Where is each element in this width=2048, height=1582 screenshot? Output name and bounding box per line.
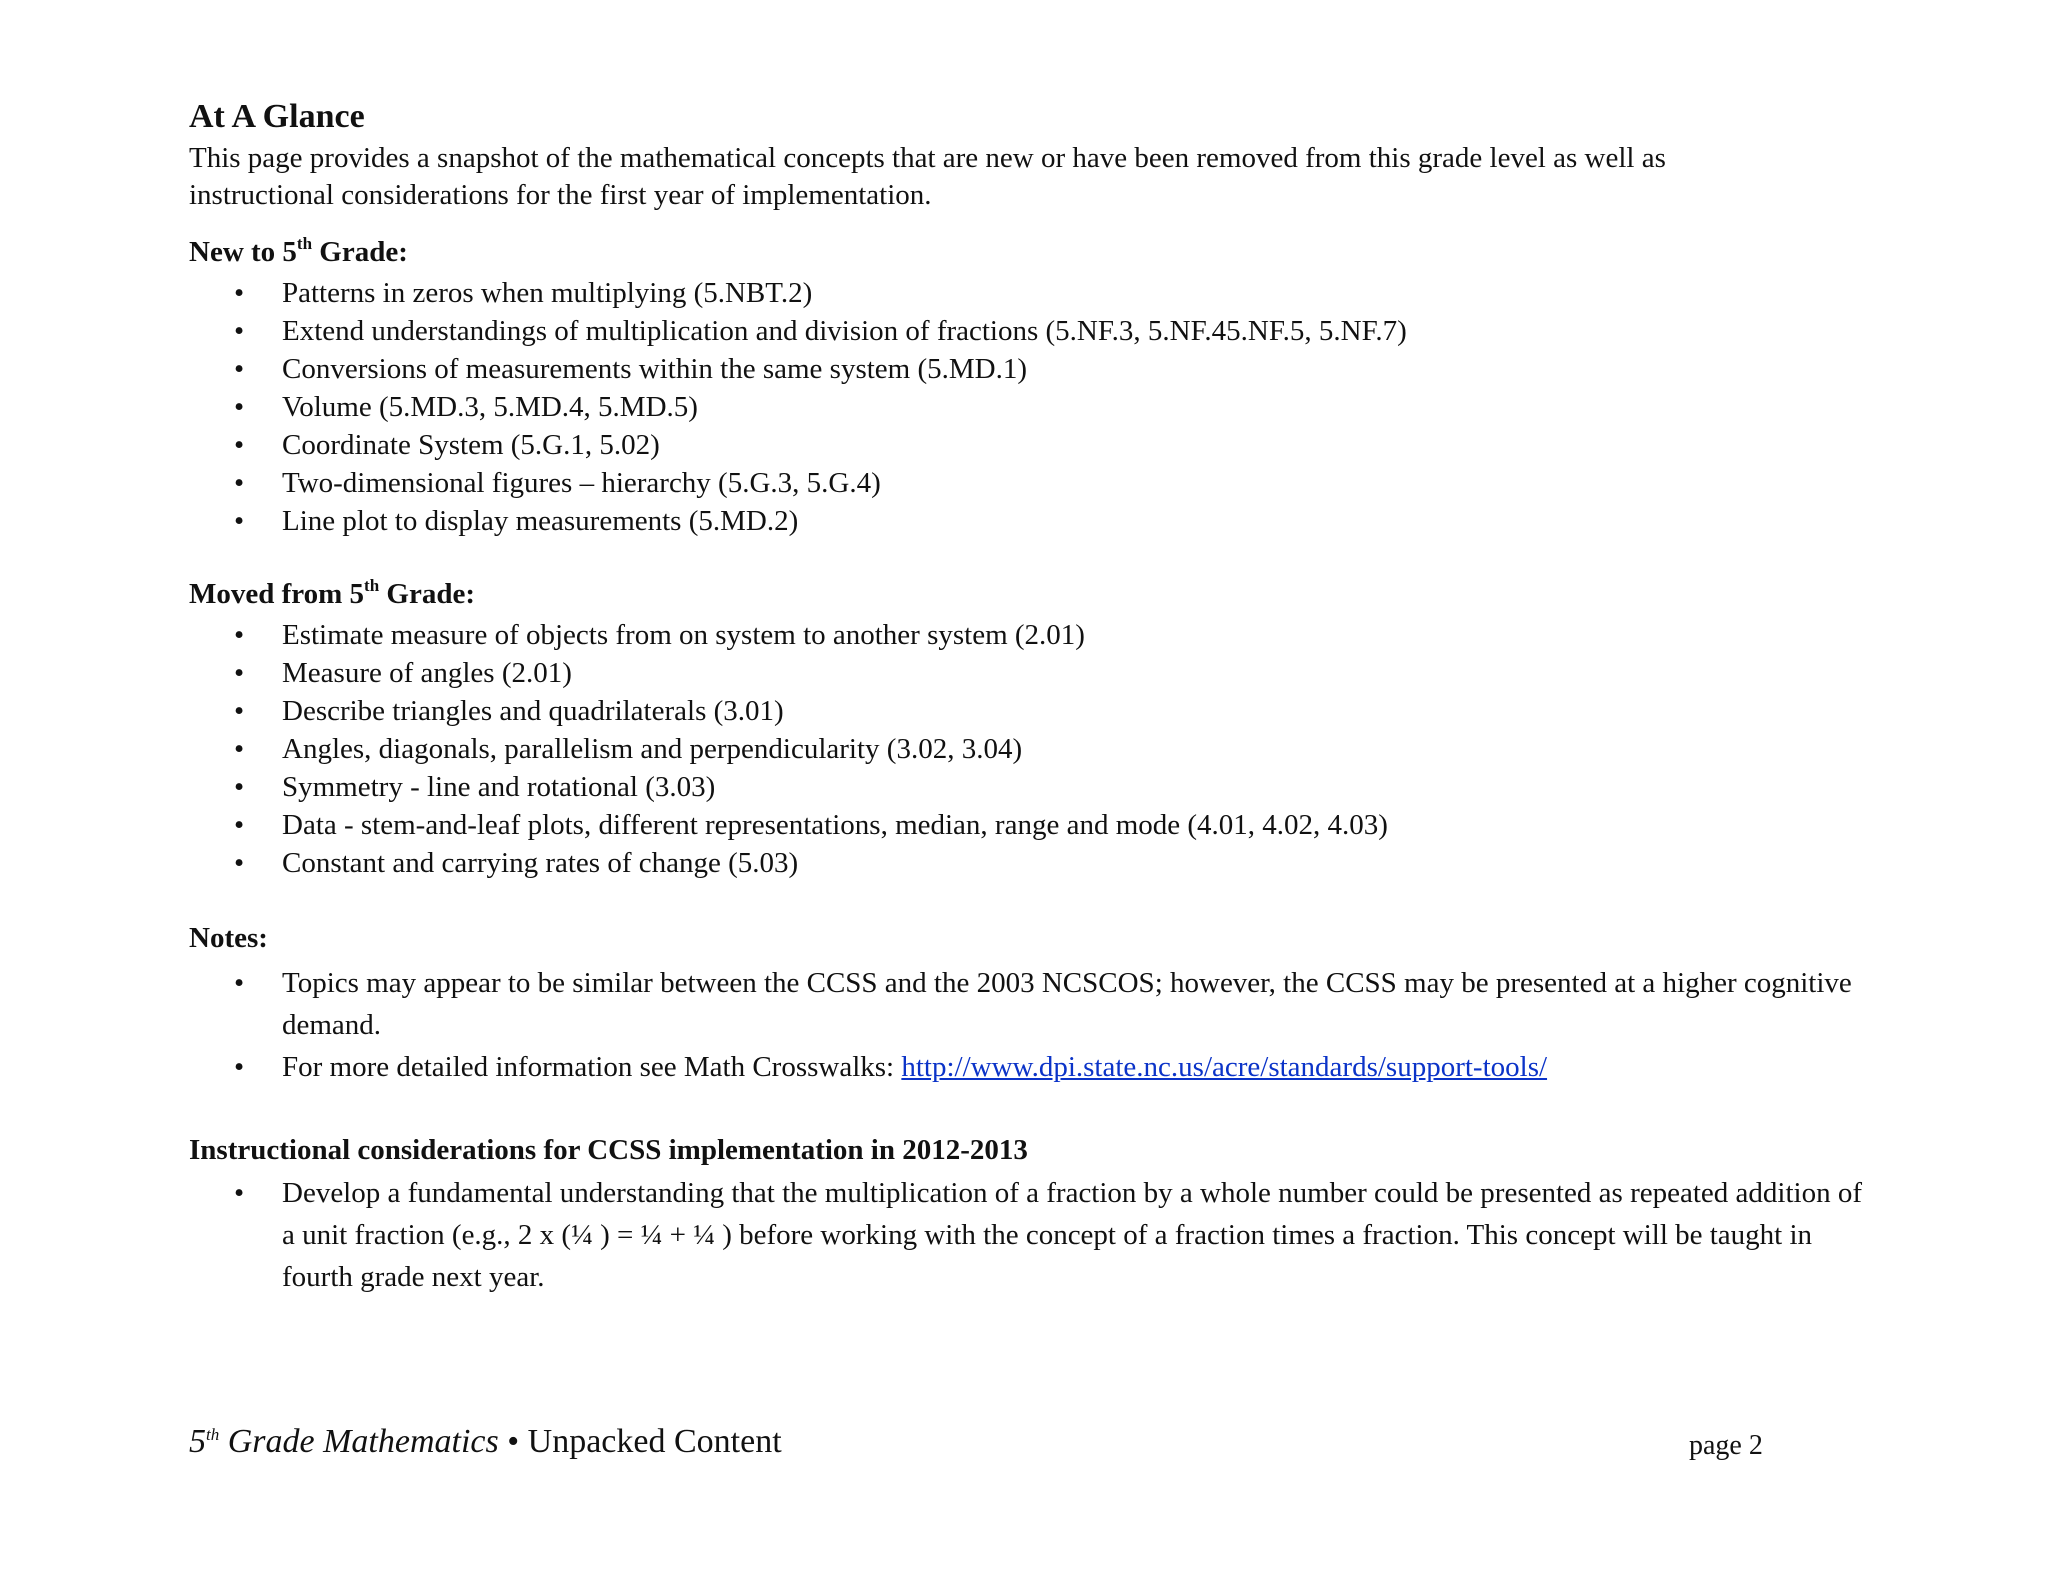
list-item: • Patterns in zeros when multiplying (5.NBT.2) xyxy=(189,274,1869,312)
bullet-icon: • xyxy=(234,967,245,999)
bullet-icon: • xyxy=(234,1051,245,1083)
bullet-icon: • xyxy=(234,657,245,689)
bullet-icon: • xyxy=(234,353,245,385)
list-item: • For more detailed information see Math Crosswalks: http://www.dpi.state.nc.us/acre/standards/support-tools/ xyxy=(189,1046,1869,1088)
bullet-icon: • xyxy=(234,771,245,803)
list-item: • Topics may appear to be similar between the CCSS and the 2003 NCSCOS; however, the CCSS may be presented at a higher cognitive demand. xyxy=(189,962,1869,1046)
bullet-icon: • xyxy=(234,695,245,727)
list-item: • Estimate measure of objects from on system to another system (2.01) xyxy=(189,616,1869,654)
list-item: • Data - stem-and-leaf plots, different representations, median, range and mode (4.01, 4.02, 4.03) xyxy=(189,806,1869,844)
new-to-grade-heading: New to 5th Grade: xyxy=(189,234,408,268)
list-item: • Describe triangles and quadrilaterals (3.01) xyxy=(189,692,1869,730)
footer-grade-italic: 5th Grade Mathematics xyxy=(189,1423,499,1460)
notes-list xyxy=(189,962,1869,1088)
bullet-icon: • xyxy=(234,1177,245,1209)
bullet-icon: • xyxy=(234,391,245,423)
math-crosswalks-link[interactable]: http://www.dpi.state.nc.us/acre/standards/support-tools/ xyxy=(901,1051,1548,1083)
bullet-icon: • xyxy=(234,809,245,841)
bullet-icon: • xyxy=(234,429,245,461)
moved-from-grade-heading: Moved from 5th Grade: xyxy=(189,576,476,610)
list-item: • Volume (5.MD.3, 5.MD.4, 5.MD.5) xyxy=(189,388,1869,426)
bullet-icon: • xyxy=(234,277,245,309)
list-item: • Extend understandings of multiplication and division of fractions (5.NF.3, 5.NF.45.NF.5, 5.NF.7) xyxy=(189,312,1869,350)
list-item: • Symmetry - line and rotational (3.03) xyxy=(189,768,1869,806)
page-content xyxy=(189,96,1869,1298)
bullet-icon: • xyxy=(234,619,245,651)
list-item: • Measure of angles (2.01) xyxy=(189,654,1869,692)
list-item: • Line plot to display measurements (5.MD.2) xyxy=(189,502,1869,540)
list-item: • Two-dimensional figures – hierarchy (5.G.3, 5.G.4) xyxy=(189,464,1869,502)
intro-paragraph: This page provides a snapshot of the mathematical concepts that are new or have been removed from this grade level as well as instructional considerations for the first year of implementation. xyxy=(189,142,1666,211)
list-item: • Angles, diagonals, parallelism and perpendicularity (3.02, 3.04) xyxy=(189,730,1869,768)
list-item: • Constant and carrying rates of change (5.03) xyxy=(189,844,1869,882)
list-item: • Coordinate System (5.G.1, 5.02) xyxy=(189,426,1869,464)
instructional-considerations-heading: Instructional considerations for CCSS implementation in 2012-2013 xyxy=(189,1134,1028,1166)
instructional-considerations-list xyxy=(189,1172,1869,1298)
bullet-icon: • xyxy=(234,315,245,347)
bullet-icon: • xyxy=(234,505,245,537)
list-item: • Develop a fundamental understanding that the multiplication of a fraction by a whole number could be presented as repeated addition of a unit fraction (e.g., 2 x (¼ ) = ¼ + ¼ ) before working with the concept of a fraction times a fraction. This concept will be taught in fourth grade next year. xyxy=(189,1172,1869,1298)
bullet-icon: • xyxy=(234,847,245,879)
notes-heading: Notes: xyxy=(189,922,268,954)
page-title: At A Glance xyxy=(189,98,365,135)
bullet-icon: • xyxy=(234,467,245,499)
bullet-icon: • xyxy=(234,733,245,765)
moved-from-grade-list xyxy=(189,616,1869,882)
footer-document-title: 5th Grade Mathematics • Unpacked Content xyxy=(189,1423,782,1460)
page-number: page 2 xyxy=(1689,1430,1763,1461)
new-to-grade-list xyxy=(189,274,1869,540)
list-item: • Conversions of measurements within the same system (5.MD.1) xyxy=(189,350,1869,388)
